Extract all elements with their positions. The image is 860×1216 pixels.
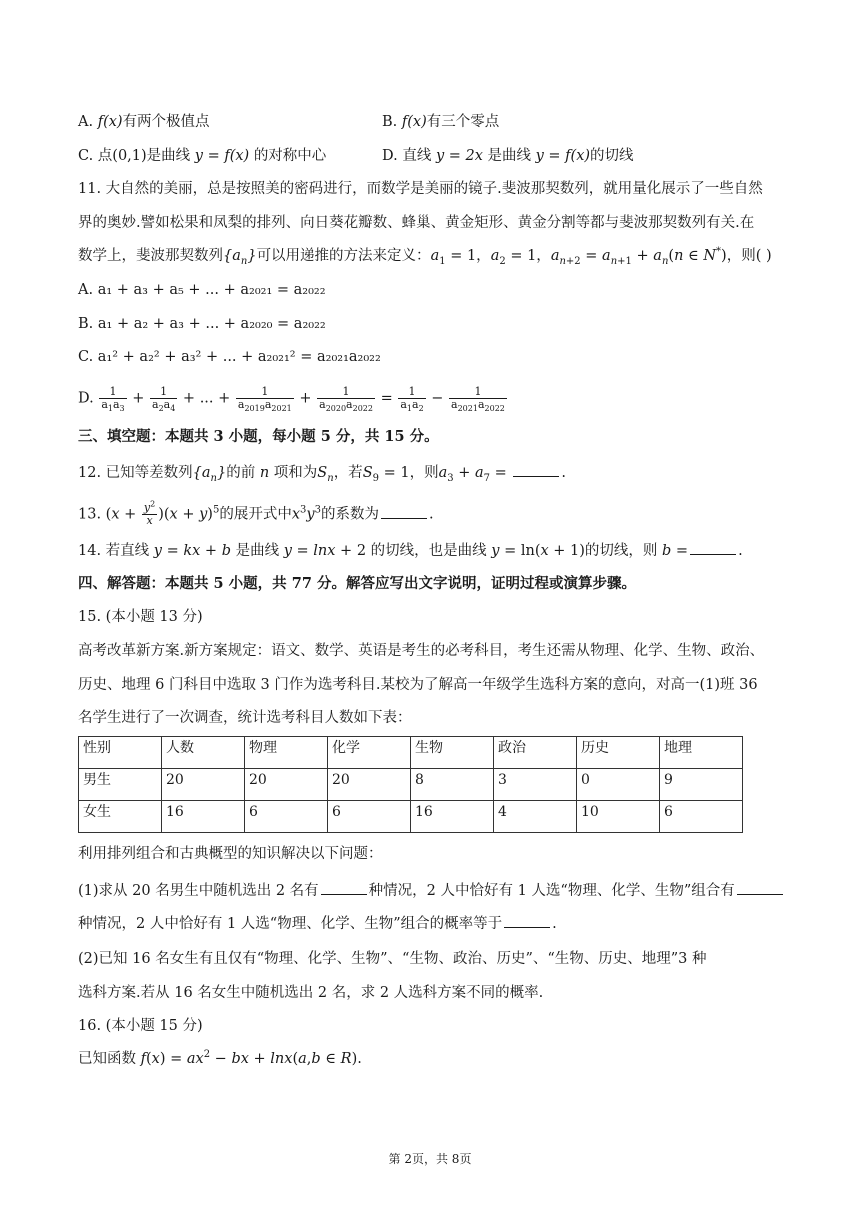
table-cell: 6 bbox=[660, 801, 743, 833]
q16-heading: 16. (本小题 15 分) bbox=[78, 1018, 203, 1034]
table-header-row bbox=[79, 737, 743, 769]
table-cell: 3 bbox=[494, 769, 577, 801]
table-cell: 20 bbox=[245, 769, 328, 801]
q11-text-line1: 11. 大自然的美丽，总是按照美的密码进行，而数学是美丽的镜子.斐波那契数列，就用量化展示了一些自然 bbox=[78, 181, 763, 197]
q10-option-c: C. 点(0,1)是曲线 y = f(x) 的对称中心 bbox=[78, 148, 327, 164]
q14-answer-blank[interactable] bbox=[690, 540, 736, 555]
table-header-cell: 人数 bbox=[162, 737, 245, 769]
table-cell: 6 bbox=[328, 801, 411, 833]
q15-blank-1[interactable] bbox=[321, 880, 367, 895]
table-header-cell: 物理 bbox=[245, 737, 328, 769]
table-cell: 男生 bbox=[79, 769, 162, 801]
q12-text: 12. 已知等差数列$\{a_n\}$的前 n 项和为$S_n$，若$S_9 = 1$，则$a_3 + a_7$ = . bbox=[78, 462, 566, 483]
table-cell: 8 bbox=[411, 769, 494, 801]
q10-option-d: D. 直线 y = 2x 是曲线 y = f(x)的切线 bbox=[382, 148, 634, 164]
q11-option-d: D. $\frac{1}{a_1a_3}$ + $\frac{1}{a_2a_4}$ + ... + $\frac{1}{a_{2019}a_{2021}}$ + $\frac{1}{a_{2020}a_{2022}}$ = $\frac{1}{a_1a_2}$ − $\frac{1}{a_{2021}a_{2022}}$ bbox=[78, 385, 505, 414]
q15-sub2-line2: 选科方案.若从 16 名女生中随机选出 2 名，求 2 人选科方案不同的概率. bbox=[78, 985, 544, 1001]
table-header-cell: 历史 bbox=[577, 737, 660, 769]
q15-para-line4: 利用排列组合和古典概型的知识解决以下问题： bbox=[78, 846, 383, 862]
table-cell: 6 bbox=[245, 801, 328, 833]
table-cell: 20 bbox=[162, 769, 245, 801]
q11-option-b: B. a₁ + a₂ + a₃ + ... + a₂₀₂₀ = a₂₀₂₂ bbox=[78, 316, 326, 332]
table-cell: 9 bbox=[660, 769, 743, 801]
q15-blank-2[interactable] bbox=[737, 880, 783, 895]
q15-heading: 15. (本小题 13 分) bbox=[78, 609, 203, 625]
table-cell: 16 bbox=[162, 801, 245, 833]
q11-text-line2: 界的奥妙.譬如松果和凤梨的排列、向日葵花瓣数、蜂巢、黄金矩形、黄金分割等都与斐波那契数列有关.在 bbox=[78, 215, 755, 231]
q15-para-line2: 历史、地理 6 门科目中选取 3 门作为选考科目.某校为了解高一年级学生选科方案的意向，对高一(1)班 36 bbox=[78, 677, 758, 693]
q11-option-c: C. a₁² + a₂² + a₃² + ... + a₂₀₂₁² = a₂₀₂₁a₂₀₂₂ bbox=[78, 349, 381, 365]
table-cell: 4 bbox=[494, 801, 577, 833]
table-header-cell: 地理 bbox=[660, 737, 743, 769]
q15-para-line3: 名学生进行了一次调查，统计选考科目人数如下表： bbox=[78, 710, 412, 726]
q16-text: 已知函数 $f(x) = ax^2$ − bx + lnx(a,b ∈ R). bbox=[78, 1049, 362, 1067]
subject-selection-table bbox=[78, 736, 743, 833]
table-header-cell: 性别 bbox=[79, 737, 162, 769]
table-cell: 0 bbox=[577, 769, 660, 801]
section-4-heading: 四、解答题：本题共 5 小题，共 77 分。解答应写出文字说明，证明过程或演算步骤。 bbox=[78, 575, 636, 592]
q15-para-line1: 高考改革新方案.新方案规定：语文、数学、英语是考生的必考科目，考生还需从物理、化学、生物、政治、 bbox=[78, 643, 765, 659]
q12-answer-blank[interactable] bbox=[513, 462, 559, 477]
section-3-heading: 三、填空题：本题共 3 小题，每小题 5 分，共 15 分。 bbox=[78, 428, 439, 445]
q15-sub2-line1: (2)已知 16 名女生有且仅有“物理、化学、生物”、“生物、政治、历史”、“生物、历史、地理”3 种 bbox=[78, 951, 707, 967]
q11-option-a: A. a₁ + a₃ + a₅ + ... + a₂₀₂₁ = a₂₀₂₂ bbox=[78, 282, 326, 298]
table-cell: 16 bbox=[411, 801, 494, 833]
q15-sub1-line1: (1)求从 20 名男生中随机选出 2 名有 种情况，2 人中恰好有 1 人选“物理、化学、生物”组合有 bbox=[78, 880, 785, 901]
q14-text: 14. 若直线 y = kx + b 是曲线 y = lnx + 2 的切线，也是曲线 y = ln(x + 1)的切线，则 b = . bbox=[78, 540, 743, 561]
q13-text: 13. (x + $\frac{y^2}{x}$ )$(x + y)^5$的展开式中$x^3y^3$的系数为 . bbox=[78, 499, 434, 527]
page-footer: 第 2页，共 8页 bbox=[388, 1152, 472, 1166]
q10-option-a: A. f(x)有两个极值点 bbox=[78, 114, 210, 130]
q11-text-line3: 数学上，斐波那契数列$\{a_n\}$可以用递推的方法来定义：$a_1 = 1$，$a_2 = 1$，$a_{n+2} = a_{n+1} + a_n(n$ ∈ N*)，则( ) bbox=[78, 246, 772, 267]
table-header-cell: 政治 bbox=[494, 737, 577, 769]
table-cell: 20 bbox=[328, 769, 411, 801]
table-row bbox=[79, 769, 743, 801]
table-header-cell: 生物 bbox=[411, 737, 494, 769]
q15-sub1-line2: 种情况，2 人中恰好有 1 人选“物理、化学、生物”组合的概率等于 . bbox=[78, 913, 557, 934]
table-row bbox=[79, 801, 743, 833]
table-cell: 10 bbox=[577, 801, 660, 833]
table-cell: 女生 bbox=[79, 801, 162, 833]
q15-blank-3[interactable] bbox=[504, 913, 550, 928]
q10-option-b: B. f(x)有三个零点 bbox=[382, 114, 500, 130]
q13-answer-blank[interactable] bbox=[381, 504, 427, 519]
table-header-cell: 化学 bbox=[328, 737, 411, 769]
